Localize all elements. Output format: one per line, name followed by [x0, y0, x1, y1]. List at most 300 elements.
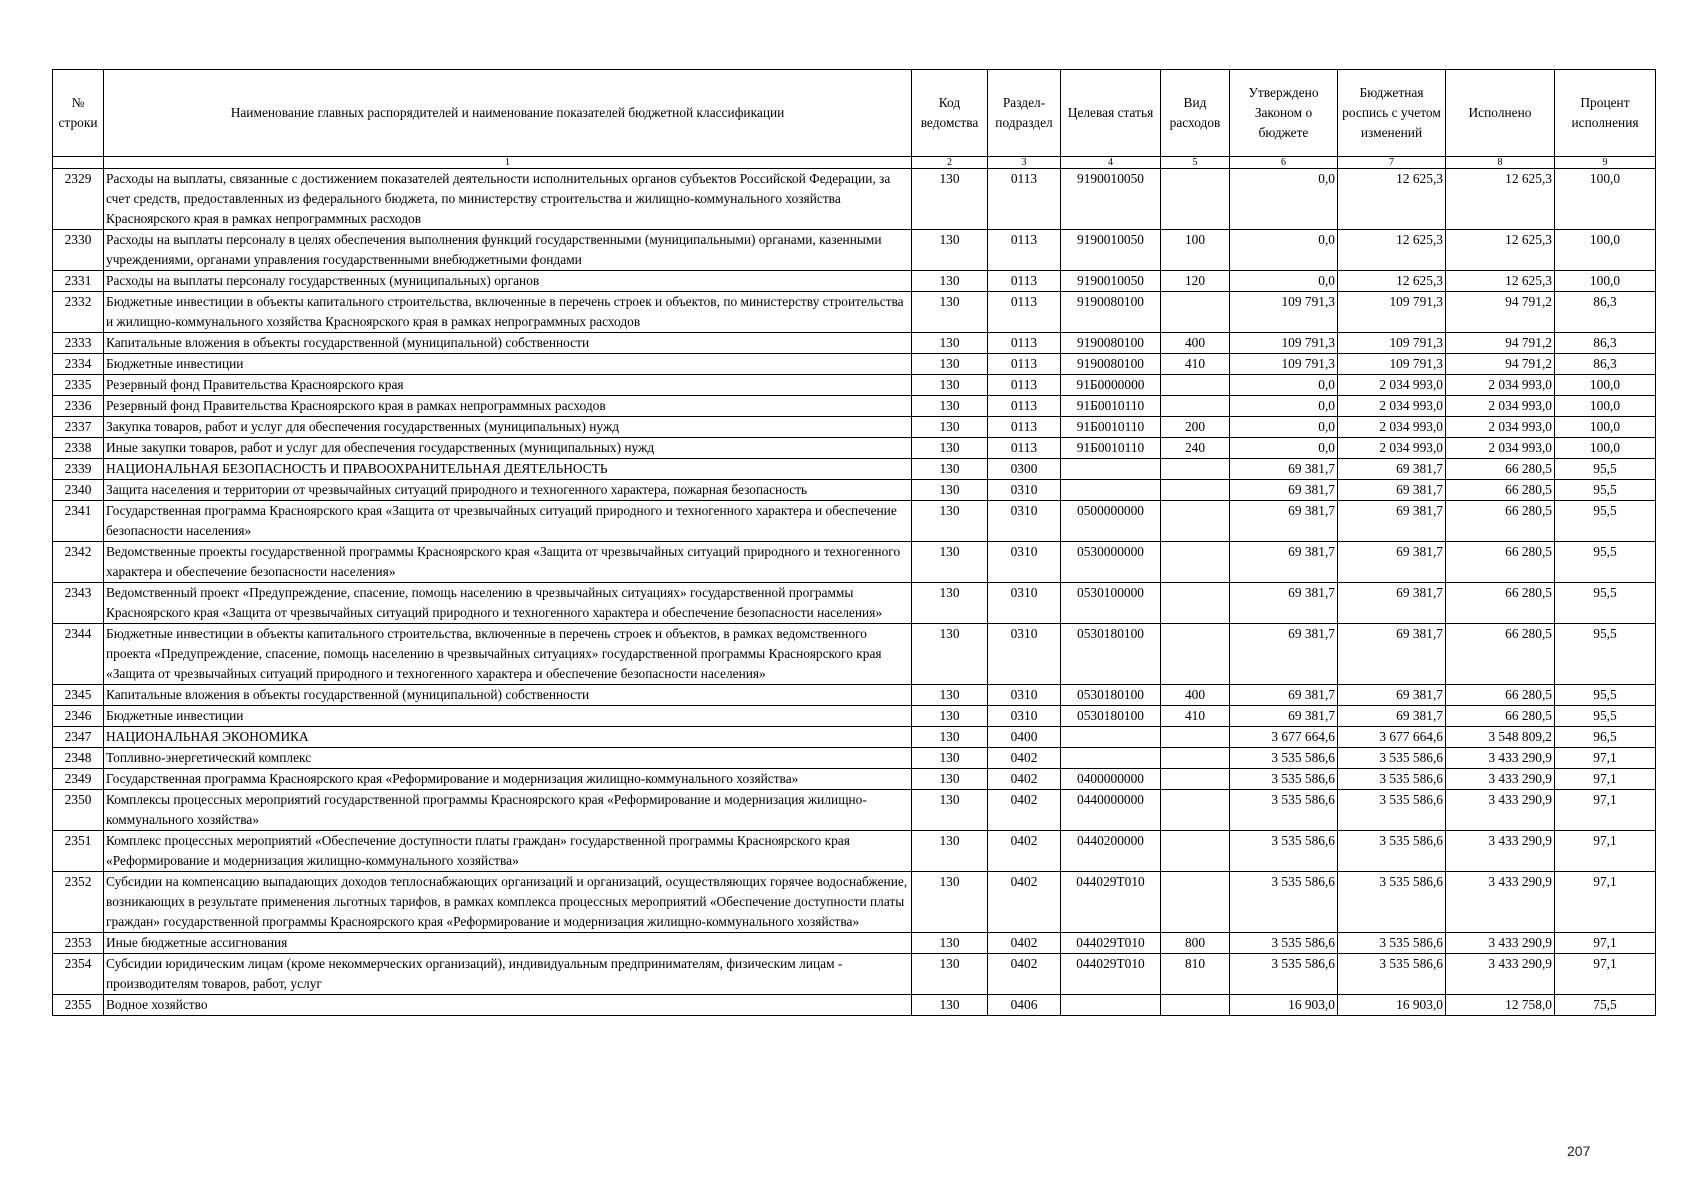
- column-number: 5: [1161, 157, 1230, 169]
- row-number-cell: 2355: [53, 995, 104, 1016]
- table-row: [53, 995, 1656, 1016]
- approved-amount-cell: 69 381,7: [1230, 480, 1338, 501]
- budget-table: [52, 69, 1656, 1016]
- target-article-cell: [1061, 480, 1161, 501]
- section-cell: 0113: [988, 271, 1061, 292]
- row-number-cell: 2345: [53, 685, 104, 706]
- table-row: [53, 480, 1656, 501]
- schedule-amount-cell: 109 791,3: [1338, 333, 1446, 354]
- table-row: [53, 727, 1656, 748]
- table-row: [53, 396, 1656, 417]
- expense-type-cell: [1161, 375, 1230, 396]
- target-article-cell: 9190080100: [1061, 354, 1161, 375]
- row-number-cell: 2342: [53, 542, 104, 583]
- percent-cell: 86,3: [1555, 354, 1656, 375]
- row-number-cell: 2332: [53, 292, 104, 333]
- percent-cell: 100,0: [1555, 375, 1656, 396]
- expense-type-cell: [1161, 396, 1230, 417]
- indicator-name-cell: Защита населения и территории от чрезвычайных ситуаций природного и техногенного характера, пожарная безопасность: [104, 480, 912, 501]
- indicator-name-cell: Расходы на выплаты, связанные с достижением показателей деятельности исполнительных органов субъектов Российской Федерации, за счет средств, предоставленных из федерального бюджета, по министерству строительства и жилищно-коммунального хозяйства Красноярского края в рамках непрограммных расходов: [104, 169, 912, 230]
- department-code-cell: 130: [912, 748, 988, 769]
- approved-amount-cell: 109 791,3: [1230, 333, 1338, 354]
- schedule-amount-cell: 12 625,3: [1338, 271, 1446, 292]
- executed-amount-cell: 66 280,5: [1446, 501, 1555, 542]
- indicator-name-cell: Капитальные вложения в объекты государственной (муниципальной) собственности: [104, 685, 912, 706]
- expense-type-cell: [1161, 480, 1230, 501]
- schedule-amount-cell: 3 677 664,6: [1338, 727, 1446, 748]
- section-cell: 0113: [988, 169, 1061, 230]
- department-code-cell: 130: [912, 583, 988, 624]
- header-name: Наименование главных распорядителей и наименование показателей бюджетной классификации: [104, 70, 912, 157]
- budget-sheet: [52, 69, 1655, 1016]
- indicator-name-cell: Расходы на выплаты персоналу государственных (муниципальных) органов: [104, 271, 912, 292]
- department-code-cell: 130: [912, 995, 988, 1016]
- section-cell: 0310: [988, 624, 1061, 685]
- table-row: [53, 438, 1656, 459]
- expense-type-cell: 410: [1161, 354, 1230, 375]
- row-number-cell: 2341: [53, 501, 104, 542]
- executed-amount-cell: 2 034 993,0: [1446, 396, 1555, 417]
- indicator-name-cell: Бюджетные инвестиции в объекты капитального строительства, включенные в перечень строек и объектов, в рамках ведомственного проекта «Предупреждение, спасение, помощь населению в чрезвычайных ситуациях» государственной программы Красноярского края «Защита от чрезвычайных ситуаций природного и техногенного характера и обеспечение безопасности населения»: [104, 624, 912, 685]
- header-budget-schedule: Бюджетная роспись с учетом изменений: [1338, 70, 1446, 157]
- target-article-cell: 9190080100: [1061, 333, 1161, 354]
- percent-cell: 100,0: [1555, 271, 1656, 292]
- indicator-name-cell: Топливно-энергетический комплекс: [104, 748, 912, 769]
- table-row: [53, 624, 1656, 685]
- approved-amount-cell: 3 535 586,6: [1230, 748, 1338, 769]
- expense-type-cell: [1161, 872, 1230, 933]
- percent-cell: 97,1: [1555, 831, 1656, 872]
- schedule-amount-cell: 69 381,7: [1338, 706, 1446, 727]
- approved-amount-cell: 109 791,3: [1230, 354, 1338, 375]
- schedule-amount-cell: 109 791,3: [1338, 354, 1446, 375]
- section-cell: 0402: [988, 769, 1061, 790]
- indicator-name-cell: Иные закупки товаров, работ и услуг для обеспечения государственных (муниципальных) нужд: [104, 438, 912, 459]
- row-number-cell: 2331: [53, 271, 104, 292]
- percent-cell: 100,0: [1555, 417, 1656, 438]
- table-row: [53, 271, 1656, 292]
- indicator-name-cell: Государственная программа Красноярского края «Реформирование и модернизация жилищно-коммунального хозяйства»: [104, 769, 912, 790]
- table-row: [53, 292, 1656, 333]
- table-row: [53, 954, 1656, 995]
- row-number-cell: 2329: [53, 169, 104, 230]
- target-article-cell: 91Б0000000: [1061, 375, 1161, 396]
- target-article-cell: 0440200000: [1061, 831, 1161, 872]
- department-code-cell: 130: [912, 333, 988, 354]
- percent-cell: 95,5: [1555, 501, 1656, 542]
- executed-amount-cell: 3 433 290,9: [1446, 954, 1555, 995]
- section-cell: 0402: [988, 790, 1061, 831]
- schedule-amount-cell: 69 381,7: [1338, 685, 1446, 706]
- row-number-cell: 2338: [53, 438, 104, 459]
- approved-amount-cell: 0,0: [1230, 438, 1338, 459]
- row-number-cell: 2353: [53, 933, 104, 954]
- department-code-cell: 130: [912, 230, 988, 271]
- percent-cell: 97,1: [1555, 769, 1656, 790]
- table-row: [53, 685, 1656, 706]
- executed-amount-cell: 3 433 290,9: [1446, 748, 1555, 769]
- executed-amount-cell: 3 433 290,9: [1446, 831, 1555, 872]
- expense-type-cell: [1161, 748, 1230, 769]
- department-code-cell: 130: [912, 375, 988, 396]
- schedule-amount-cell: 3 535 586,6: [1338, 954, 1446, 995]
- table-row: [53, 375, 1656, 396]
- percent-cell: 86,3: [1555, 333, 1656, 354]
- column-number: 8: [1446, 157, 1555, 169]
- executed-amount-cell: 66 280,5: [1446, 685, 1555, 706]
- approved-amount-cell: 3 535 586,6: [1230, 769, 1338, 790]
- section-cell: 0113: [988, 396, 1061, 417]
- indicator-name-cell: Комплекс процессных мероприятий «Обеспечение доступности платы граждан» государственной программы Красноярского края «Реформирование и модернизация жилищно-коммунального хозяйства»: [104, 831, 912, 872]
- expense-type-cell: [1161, 459, 1230, 480]
- schedule-amount-cell: 109 791,3: [1338, 292, 1446, 333]
- percent-cell: 95,5: [1555, 706, 1656, 727]
- column-number: 3: [988, 157, 1061, 169]
- table-row: [53, 748, 1656, 769]
- approved-amount-cell: 69 381,7: [1230, 542, 1338, 583]
- percent-cell: 96,5: [1555, 727, 1656, 748]
- row-number-cell: 2339: [53, 459, 104, 480]
- schedule-amount-cell: 12 625,3: [1338, 230, 1446, 271]
- row-number-cell: 2348: [53, 748, 104, 769]
- approved-amount-cell: 3 535 586,6: [1230, 790, 1338, 831]
- percent-cell: 100,0: [1555, 438, 1656, 459]
- executed-amount-cell: 94 791,2: [1446, 292, 1555, 333]
- row-number-cell: 2333: [53, 333, 104, 354]
- schedule-amount-cell: 16 903,0: [1338, 995, 1446, 1016]
- department-code-cell: 130: [912, 727, 988, 748]
- table-row: [53, 933, 1656, 954]
- indicator-name-cell: Бюджетные инвестиции в объекты капитального строительства, включенные в перечень строек и объектов, по министерству строительства и жилищно-коммунального хозяйства Красноярского края в рамках непрограммных расходов: [104, 292, 912, 333]
- percent-cell: 100,0: [1555, 169, 1656, 230]
- expense-type-cell: [1161, 769, 1230, 790]
- executed-amount-cell: 66 280,5: [1446, 480, 1555, 501]
- indicator-name-cell: Ведомственные проекты государственной программы Красноярского края «Защита от чрезвычайных ситуаций природного и техногенного характера и обеспечение безопасности населения»: [104, 542, 912, 583]
- row-number-cell: 2335: [53, 375, 104, 396]
- department-code-cell: 130: [912, 480, 988, 501]
- department-code-cell: 130: [912, 933, 988, 954]
- department-code-cell: 130: [912, 271, 988, 292]
- indicator-name-cell: Иные бюджетные ассигнования: [104, 933, 912, 954]
- percent-cell: 95,5: [1555, 480, 1656, 501]
- target-article-cell: 0530100000: [1061, 583, 1161, 624]
- section-cell: 0402: [988, 831, 1061, 872]
- approved-amount-cell: 69 381,7: [1230, 501, 1338, 542]
- row-number-cell: 2349: [53, 769, 104, 790]
- department-code-cell: 130: [912, 396, 988, 417]
- executed-amount-cell: 3 433 290,9: [1446, 790, 1555, 831]
- column-number-blank: [53, 157, 104, 169]
- section-cell: 0113: [988, 375, 1061, 396]
- target-article-cell: 9190080100: [1061, 292, 1161, 333]
- row-number-cell: 2334: [53, 354, 104, 375]
- schedule-amount-cell: 69 381,7: [1338, 459, 1446, 480]
- row-number-cell: 2343: [53, 583, 104, 624]
- percent-cell: 95,5: [1555, 685, 1656, 706]
- row-number-cell: 2336: [53, 396, 104, 417]
- percent-cell: 97,1: [1555, 790, 1656, 831]
- expense-type-cell: 240: [1161, 438, 1230, 459]
- executed-amount-cell: 94 791,2: [1446, 354, 1555, 375]
- expense-type-cell: [1161, 831, 1230, 872]
- schedule-amount-cell: 12 625,3: [1338, 169, 1446, 230]
- department-code-cell: 130: [912, 459, 988, 480]
- section-cell: 0113: [988, 354, 1061, 375]
- row-number-cell: 2354: [53, 954, 104, 995]
- target-article-cell: [1061, 748, 1161, 769]
- percent-cell: 95,5: [1555, 459, 1656, 480]
- table-row: [53, 333, 1656, 354]
- column-number-row: [53, 157, 1656, 169]
- page-number: 207: [1567, 1143, 1591, 1159]
- department-code-cell: 130: [912, 354, 988, 375]
- section-cell: 0402: [988, 748, 1061, 769]
- schedule-amount-cell: 3 535 586,6: [1338, 790, 1446, 831]
- percent-cell: 95,5: [1555, 583, 1656, 624]
- approved-amount-cell: 0,0: [1230, 417, 1338, 438]
- executed-amount-cell: 94 791,2: [1446, 333, 1555, 354]
- column-number: 4: [1061, 157, 1161, 169]
- expense-type-cell: 800: [1161, 933, 1230, 954]
- section-cell: 0113: [988, 333, 1061, 354]
- target-article-cell: 91Б0010110: [1061, 438, 1161, 459]
- indicator-name-cell: Закупка товаров, работ и услуг для обеспечения государственных (муниципальных) нужд: [104, 417, 912, 438]
- percent-cell: 95,5: [1555, 624, 1656, 685]
- expense-type-cell: [1161, 624, 1230, 685]
- schedule-amount-cell: 3 535 586,6: [1338, 872, 1446, 933]
- section-cell: 0310: [988, 706, 1061, 727]
- section-cell: 0310: [988, 685, 1061, 706]
- section-cell: 0402: [988, 933, 1061, 954]
- executed-amount-cell: 2 034 993,0: [1446, 438, 1555, 459]
- table-row: [53, 354, 1656, 375]
- department-code-cell: 130: [912, 685, 988, 706]
- expense-type-cell: 400: [1161, 333, 1230, 354]
- approved-amount-cell: 109 791,3: [1230, 292, 1338, 333]
- column-number: 6: [1230, 157, 1338, 169]
- indicator-name-cell: Субсидии на компенсацию выпадающих доходов теплоснабжающих организаций и организаций, осуществляющих горячее водоснабжение, возникающих в результате применения льготных тарифов, в рамках комплекса процессных мероприятий «Обеспечение доступности платы граждан» государственной программы Красноярского края «Реформирование и модернизация жилищно-коммунального хозяйства»: [104, 872, 912, 933]
- row-number-cell: 2352: [53, 872, 104, 933]
- indicator-name-cell: Бюджетные инвестиции: [104, 706, 912, 727]
- expense-type-cell: 410: [1161, 706, 1230, 727]
- executed-amount-cell: 66 280,5: [1446, 624, 1555, 685]
- executed-amount-cell: 12 625,3: [1446, 230, 1555, 271]
- indicator-name-cell: Государственная программа Красноярского края «Защита от чрезвычайных ситуаций природного и техногенного характера и обеспечение безопасности населения»: [104, 501, 912, 542]
- section-cell: 0113: [988, 292, 1061, 333]
- approved-amount-cell: 69 381,7: [1230, 706, 1338, 727]
- approved-amount-cell: 0,0: [1230, 396, 1338, 417]
- executed-amount-cell: 12 625,3: [1446, 169, 1555, 230]
- target-article-cell: [1061, 727, 1161, 748]
- indicator-name-cell: Водное хозяйство: [104, 995, 912, 1016]
- percent-cell: 100,0: [1555, 230, 1656, 271]
- section-cell: 0113: [988, 438, 1061, 459]
- header-section: Раздел-подраздел: [988, 70, 1061, 157]
- table-row: [53, 769, 1656, 790]
- approved-amount-cell: 0,0: [1230, 271, 1338, 292]
- approved-amount-cell: 69 381,7: [1230, 459, 1338, 480]
- expense-type-cell: [1161, 995, 1230, 1016]
- executed-amount-cell: 3 548 809,2: [1446, 727, 1555, 748]
- target-article-cell: 0500000000: [1061, 501, 1161, 542]
- expense-type-cell: [1161, 583, 1230, 624]
- table-row: [53, 706, 1656, 727]
- approved-amount-cell: 69 381,7: [1230, 583, 1338, 624]
- schedule-amount-cell: 69 381,7: [1338, 480, 1446, 501]
- schedule-amount-cell: 69 381,7: [1338, 624, 1446, 685]
- approved-amount-cell: 3 535 586,6: [1230, 933, 1338, 954]
- schedule-amount-cell: 3 535 586,6: [1338, 831, 1446, 872]
- table-header: [53, 70, 1656, 169]
- row-number-cell: 2337: [53, 417, 104, 438]
- indicator-name-cell: Бюджетные инвестиции: [104, 354, 912, 375]
- row-number-cell: 2344: [53, 624, 104, 685]
- section-cell: 0310: [988, 480, 1061, 501]
- department-code-cell: 130: [912, 624, 988, 685]
- department-code-cell: 130: [912, 790, 988, 831]
- section-cell: 0406: [988, 995, 1061, 1016]
- target-article-cell: 0530000000: [1061, 542, 1161, 583]
- schedule-amount-cell: 69 381,7: [1338, 583, 1446, 624]
- header-percent: Процент исполнения: [1555, 70, 1656, 157]
- department-code-cell: 130: [912, 417, 988, 438]
- expense-type-cell: [1161, 169, 1230, 230]
- expense-type-cell: 810: [1161, 954, 1230, 995]
- approved-amount-cell: 3 535 586,6: [1230, 954, 1338, 995]
- table-row: [53, 831, 1656, 872]
- target-article-cell: 044029Т010: [1061, 954, 1161, 995]
- schedule-amount-cell: 2 034 993,0: [1338, 417, 1446, 438]
- section-cell: 0310: [988, 501, 1061, 542]
- percent-cell: 97,1: [1555, 748, 1656, 769]
- indicator-name-cell: НАЦИОНАЛЬНАЯ БЕЗОПАСНОСТЬ И ПРАВООХРАНИТЕЛЬНАЯ ДЕЯТЕЛЬНОСТЬ: [104, 459, 912, 480]
- indicator-name-cell: Резервный фонд Правительства Красноярского края в рамках непрограммных расходов: [104, 396, 912, 417]
- table-row: [53, 872, 1656, 933]
- percent-cell: 95,5: [1555, 542, 1656, 583]
- header-executed: Исполнено: [1446, 70, 1555, 157]
- percent-cell: 75,5: [1555, 995, 1656, 1016]
- executed-amount-cell: 66 280,5: [1446, 459, 1555, 480]
- department-code-cell: 130: [912, 831, 988, 872]
- expense-type-cell: 400: [1161, 685, 1230, 706]
- indicator-name-cell: Расходы на выплаты персоналу в целях обеспечения выполнения функций государственными (муниципальными) органами, казенными учреждениями, органами управления государственными внебюджетными фондами: [104, 230, 912, 271]
- indicator-name-cell: Резервный фонд Правительства Красноярского края: [104, 375, 912, 396]
- expense-type-cell: [1161, 292, 1230, 333]
- executed-amount-cell: 66 280,5: [1446, 583, 1555, 624]
- table-row: [53, 230, 1656, 271]
- section-cell: 0310: [988, 583, 1061, 624]
- percent-cell: 97,1: [1555, 933, 1656, 954]
- executed-amount-cell: 3 433 290,9: [1446, 769, 1555, 790]
- expense-type-cell: 200: [1161, 417, 1230, 438]
- column-number: 9: [1555, 157, 1656, 169]
- executed-amount-cell: 66 280,5: [1446, 542, 1555, 583]
- department-code-cell: 130: [912, 954, 988, 995]
- percent-cell: 97,1: [1555, 872, 1656, 933]
- approved-amount-cell: 16 903,0: [1230, 995, 1338, 1016]
- approved-amount-cell: 0,0: [1230, 169, 1338, 230]
- target-article-cell: 0440000000: [1061, 790, 1161, 831]
- expense-type-cell: 120: [1161, 271, 1230, 292]
- table-row: [53, 583, 1656, 624]
- target-article-cell: 0530180100: [1061, 624, 1161, 685]
- approved-amount-cell: 3 535 586,6: [1230, 872, 1338, 933]
- target-article-cell: 0400000000: [1061, 769, 1161, 790]
- department-code-cell: 130: [912, 542, 988, 583]
- executed-amount-cell: 66 280,5: [1446, 706, 1555, 727]
- approved-amount-cell: 69 381,7: [1230, 685, 1338, 706]
- indicator-name-cell: Капитальные вложения в объекты государственной (муниципальной) собственности: [104, 333, 912, 354]
- department-code-cell: 130: [912, 872, 988, 933]
- target-article-cell: [1061, 995, 1161, 1016]
- schedule-amount-cell: 2 034 993,0: [1338, 396, 1446, 417]
- section-cell: 0113: [988, 417, 1061, 438]
- percent-cell: 97,1: [1555, 954, 1656, 995]
- target-article-cell: 044029Т010: [1061, 933, 1161, 954]
- section-cell: 0400: [988, 727, 1061, 748]
- approved-amount-cell: 69 381,7: [1230, 624, 1338, 685]
- schedule-amount-cell: 69 381,7: [1338, 501, 1446, 542]
- section-cell: 0310: [988, 542, 1061, 583]
- department-code-cell: 130: [912, 292, 988, 333]
- indicator-name-cell: Субсидии юридическим лицам (кроме некоммерческих организаций), индивидуальным предпринимателям, физическим лицам - производителям товаров, работ, услуг: [104, 954, 912, 995]
- expense-type-cell: [1161, 790, 1230, 831]
- section-cell: 0113: [988, 230, 1061, 271]
- executed-amount-cell: 2 034 993,0: [1446, 375, 1555, 396]
- approved-amount-cell: 0,0: [1230, 375, 1338, 396]
- executed-amount-cell: 2 034 993,0: [1446, 417, 1555, 438]
- table-body: [53, 169, 1656, 1016]
- row-number-cell: 2330: [53, 230, 104, 271]
- department-code-cell: 130: [912, 706, 988, 727]
- approved-amount-cell: 3 535 586,6: [1230, 831, 1338, 872]
- executed-amount-cell: 12 758,0: [1446, 995, 1555, 1016]
- percent-cell: 86,3: [1555, 292, 1656, 333]
- section-cell: 0300: [988, 459, 1061, 480]
- approved-amount-cell: 0,0: [1230, 230, 1338, 271]
- percent-cell: 100,0: [1555, 396, 1656, 417]
- header-department-code: Код ведомства: [912, 70, 988, 157]
- column-number: 7: [1338, 157, 1446, 169]
- indicator-name-cell: НАЦИОНАЛЬНАЯ ЭКОНОМИКА: [104, 727, 912, 748]
- indicator-name-cell: Ведомственный проект «Предупреждение, спасение, помощь населению в чрезвычайных ситуациях» государственной программы Красноярского края «Защита от чрезвычайных ситуаций природного и техногенного характера и обеспечение безопасности населения»: [104, 583, 912, 624]
- approved-amount-cell: 3 677 664,6: [1230, 727, 1338, 748]
- column-number: 2: [912, 157, 988, 169]
- indicator-name-cell: Комплексы процессных мероприятий государственной программы Красноярского края «Реформирование и модернизация жилищно-коммунального хозяйства»: [104, 790, 912, 831]
- department-code-cell: 130: [912, 438, 988, 459]
- expense-type-cell: [1161, 542, 1230, 583]
- target-article-cell: 9190010050: [1061, 230, 1161, 271]
- schedule-amount-cell: 3 535 586,6: [1338, 769, 1446, 790]
- row-number-cell: 2347: [53, 727, 104, 748]
- table-row: [53, 417, 1656, 438]
- department-code-cell: 130: [912, 169, 988, 230]
- target-article-cell: 9190010050: [1061, 169, 1161, 230]
- executed-amount-cell: 3 433 290,9: [1446, 872, 1555, 933]
- table-row: [53, 459, 1656, 480]
- expense-type-cell: [1161, 727, 1230, 748]
- executed-amount-cell: 3 433 290,9: [1446, 933, 1555, 954]
- target-article-cell: 91Б0010110: [1061, 417, 1161, 438]
- schedule-amount-cell: 2 034 993,0: [1338, 438, 1446, 459]
- executed-amount-cell: 12 625,3: [1446, 271, 1555, 292]
- target-article-cell: 0530180100: [1061, 706, 1161, 727]
- target-article-cell: 0530180100: [1061, 685, 1161, 706]
- expense-type-cell: [1161, 501, 1230, 542]
- department-code-cell: 130: [912, 501, 988, 542]
- target-article-cell: 9190010050: [1061, 271, 1161, 292]
- table-row: [53, 542, 1656, 583]
